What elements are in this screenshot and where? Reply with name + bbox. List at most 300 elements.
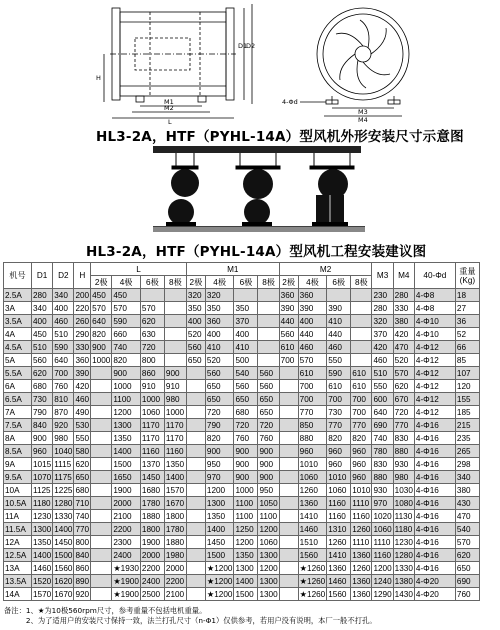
table-row bbox=[4, 406, 480, 419]
table-cell: 670 bbox=[393, 393, 414, 406]
table-cell: 3A bbox=[4, 302, 32, 315]
table-cell: ★1900 bbox=[113, 576, 139, 586]
table-cell: 1330 bbox=[54, 511, 73, 521]
table-cell: ★1260 bbox=[299, 589, 326, 599]
table-cell: ★1200 bbox=[206, 563, 233, 573]
table-cell: 440 bbox=[327, 328, 351, 341]
col-weight: 重量(Kg) bbox=[455, 263, 479, 289]
table-cell bbox=[258, 328, 279, 341]
table-cell: 1160 bbox=[140, 445, 164, 458]
table-cell: 510 bbox=[372, 367, 393, 380]
table-cell: 1100 bbox=[234, 497, 258, 510]
table-cell bbox=[279, 367, 298, 380]
table-cell: 1500 bbox=[205, 549, 234, 562]
table-cell: 280 bbox=[32, 289, 53, 302]
table-cell: 1160 bbox=[164, 445, 186, 458]
table-cell: 107 bbox=[455, 367, 479, 380]
table-cell: 1160 bbox=[372, 549, 393, 562]
table-cell: 1300 bbox=[205, 497, 234, 510]
table-cell: 410 bbox=[205, 341, 234, 354]
table-cell: 450 bbox=[32, 328, 53, 341]
table-row bbox=[4, 536, 480, 549]
table-cell: 4-Φ12 bbox=[414, 341, 455, 354]
note-line-1: 备注：1、★为10极560rpm尺寸，参考重量不包括电机重量。 bbox=[4, 606, 207, 615]
table-cell: 1125 bbox=[32, 484, 53, 497]
table-cell: 700 bbox=[327, 393, 351, 406]
table-cell: 900 bbox=[112, 367, 141, 380]
h-label: H bbox=[96, 74, 101, 82]
table-cell: 8.5A bbox=[4, 445, 32, 458]
table-cell: 4-Φ16 bbox=[414, 458, 455, 471]
table-cell: 4-Φ8 bbox=[414, 302, 455, 315]
table-cell: 1160 bbox=[327, 497, 351, 510]
table-cell bbox=[279, 523, 298, 536]
table-cell: 360 bbox=[205, 315, 234, 328]
table-cell: ★1260 bbox=[299, 563, 326, 573]
table-cell: 900 bbox=[258, 445, 279, 458]
table-cell: 215 bbox=[455, 419, 479, 432]
table-row bbox=[4, 510, 480, 523]
table-cell: 1060 bbox=[259, 537, 278, 547]
table-cell: 350 bbox=[186, 302, 205, 315]
fan-hanging-1 bbox=[171, 169, 199, 197]
table-cell: 430 bbox=[455, 497, 479, 510]
table-cell: 27 bbox=[455, 302, 479, 315]
table-cell: 720 bbox=[258, 419, 279, 432]
table-cell: 13A bbox=[4, 562, 32, 575]
table-cell: 7A bbox=[4, 406, 32, 419]
table-cell: 1060 bbox=[327, 484, 351, 497]
table-cell: 1200 bbox=[234, 536, 258, 549]
table-cell: 1560 bbox=[298, 549, 327, 562]
table-cell: 1450 bbox=[140, 471, 164, 484]
table-cell: 4-Φ12 bbox=[414, 393, 455, 406]
table-cell: 420 bbox=[393, 328, 414, 341]
table-cell: 370 bbox=[234, 315, 258, 328]
table-cell: 410 bbox=[234, 341, 258, 354]
table-cell: 680 bbox=[75, 485, 90, 495]
table-cell: 450 bbox=[112, 289, 141, 302]
table-cell: 810 bbox=[53, 393, 74, 406]
table-cell: 770 bbox=[351, 419, 372, 432]
table-cell: 640 bbox=[91, 315, 112, 328]
table-cell: 1010 bbox=[298, 458, 327, 471]
table-cell: 720 bbox=[234, 419, 258, 432]
table-cell bbox=[279, 510, 298, 523]
table-cell bbox=[140, 289, 164, 302]
table-cell bbox=[186, 367, 205, 380]
table-cell bbox=[279, 471, 298, 484]
table-cell bbox=[91, 445, 112, 458]
table-cell bbox=[351, 302, 372, 315]
table-cell bbox=[186, 575, 205, 588]
table-cell: 1100 bbox=[234, 510, 258, 523]
table-cell: 960 bbox=[351, 445, 372, 458]
table-cell: 1290 bbox=[373, 589, 392, 599]
table-cell: 980 bbox=[53, 432, 74, 445]
table-cell: 550 bbox=[372, 380, 393, 393]
table-row bbox=[4, 289, 480, 302]
table-cell: 1510 bbox=[298, 536, 327, 549]
ceiling-beam bbox=[153, 146, 361, 153]
floor-slab bbox=[153, 227, 365, 232]
table-cell: 4-Φ10 bbox=[414, 328, 455, 341]
table-cell: 800 bbox=[140, 354, 164, 367]
table-cell: 1670 bbox=[54, 589, 73, 599]
table-cell: 4-Φ16 bbox=[414, 432, 455, 445]
table-cell: 900 bbox=[91, 341, 112, 354]
table-cell: 3.5A bbox=[4, 315, 32, 328]
table-cell: 1460 bbox=[327, 575, 351, 588]
table-cell bbox=[164, 328, 186, 341]
table-cell bbox=[258, 341, 279, 354]
table-cell: 1350 bbox=[234, 549, 258, 562]
table-cell: 4-Φ16 bbox=[414, 523, 455, 536]
col-m1: M1 bbox=[186, 263, 279, 276]
table-cell: 340 bbox=[53, 289, 74, 302]
table-cell: 1400 bbox=[164, 471, 186, 484]
table-cell: 510 bbox=[53, 328, 74, 341]
floor-fans bbox=[166, 195, 348, 226]
table-row bbox=[4, 393, 480, 406]
table-cell: 570 bbox=[140, 302, 164, 315]
table-cell bbox=[164, 354, 186, 367]
table-cell: 4-Φ16 bbox=[414, 445, 455, 458]
table-cell: 700 bbox=[53, 367, 74, 380]
col-m2-4pole: 4极 bbox=[298, 276, 327, 289]
table-cell: 2000 bbox=[112, 497, 141, 510]
table-cell: 370 bbox=[372, 328, 393, 341]
table-cell: 1900 bbox=[140, 536, 164, 549]
table-cell bbox=[91, 406, 112, 419]
table-cell: 460 bbox=[327, 341, 351, 354]
table-cell: 400 bbox=[234, 328, 258, 341]
table-cell: 620 bbox=[455, 549, 479, 562]
table-cell bbox=[91, 393, 112, 406]
table-cell: 1620 bbox=[54, 576, 73, 586]
table-cell bbox=[91, 497, 112, 510]
fan-front-view bbox=[300, 8, 409, 116]
table-cell bbox=[351, 328, 372, 341]
table-cell bbox=[186, 523, 205, 536]
table-cell: 1360 bbox=[352, 576, 371, 586]
table-cell: 1240 bbox=[373, 576, 392, 586]
table-cell: 1160 bbox=[351, 510, 372, 523]
table-cell: 6.5A bbox=[4, 393, 32, 406]
table-cell: 1460 bbox=[33, 563, 52, 573]
table-cell: 900 bbox=[205, 445, 234, 458]
table-cell bbox=[186, 510, 205, 523]
table-cell: 10.5A bbox=[4, 497, 32, 510]
table-cell: 1010 bbox=[352, 485, 371, 495]
table-cell: 830 bbox=[372, 458, 393, 471]
table-cell: 880 bbox=[372, 471, 393, 484]
table-cell: 610 bbox=[351, 367, 372, 380]
table-cell: 690 bbox=[455, 575, 479, 588]
table-cell bbox=[279, 536, 298, 549]
table-cell bbox=[186, 393, 205, 406]
table-cell: 730 bbox=[327, 406, 351, 419]
table-cell: 470 bbox=[393, 341, 414, 354]
table-cell: 910 bbox=[164, 380, 186, 393]
table-cell: 570 bbox=[91, 302, 112, 315]
table-cell: 970 bbox=[372, 497, 393, 510]
fan-hanging-2 bbox=[243, 169, 273, 199]
table-cell: 185 bbox=[455, 406, 479, 419]
table-cell bbox=[91, 458, 112, 471]
table-cell: 840 bbox=[32, 419, 53, 432]
table-cell: 590 bbox=[112, 315, 141, 328]
fan-hanging-3 bbox=[318, 169, 348, 199]
table-cell: 14A bbox=[4, 588, 32, 601]
table-cell: 36 bbox=[455, 315, 479, 328]
table-cell: 1060 bbox=[298, 471, 327, 484]
m2-label: M2 bbox=[164, 104, 174, 112]
table-cell bbox=[186, 380, 205, 393]
table-cell: 4-Φ16 bbox=[414, 536, 455, 549]
table-cell bbox=[91, 510, 112, 523]
l-label: L bbox=[168, 118, 172, 126]
table-cell: 1520 bbox=[33, 576, 52, 586]
table-cell: 4-Φ20 bbox=[414, 588, 455, 601]
table-cell: 610 bbox=[327, 380, 351, 393]
table-cell: 1380 bbox=[394, 576, 413, 586]
table-cell: 1780 bbox=[164, 523, 186, 536]
table-cell: 1980 bbox=[164, 549, 186, 562]
table-cell: 410 bbox=[327, 315, 351, 328]
table-cell: 1800 bbox=[164, 510, 186, 523]
table-cell: 350 bbox=[234, 302, 258, 315]
table-cell: 610 bbox=[279, 341, 298, 354]
table-cell: 1000 bbox=[140, 393, 164, 406]
col-m4: M4 bbox=[393, 263, 414, 289]
table-cell: 760 bbox=[455, 588, 479, 601]
table-cell bbox=[258, 289, 279, 302]
col-m1-2pole: 2极 bbox=[186, 276, 205, 289]
col-model: 机号 bbox=[4, 263, 32, 289]
hanging-fans bbox=[172, 153, 354, 169]
table-cell: 1170 bbox=[164, 432, 186, 445]
m3-label: M3 bbox=[358, 108, 368, 116]
table-cell: 1000 bbox=[112, 380, 141, 393]
table-cell: 610 bbox=[298, 367, 327, 380]
table-cell: 4-Φ10 bbox=[414, 315, 455, 328]
table-cell: 265 bbox=[455, 445, 479, 458]
table-cell: 870 bbox=[53, 406, 74, 419]
table-cell: 4-Φ20 bbox=[414, 575, 455, 588]
table-cell: ★1900 bbox=[113, 589, 139, 599]
table-body bbox=[4, 289, 480, 601]
table-cell bbox=[186, 562, 205, 575]
table-cell: 1350 bbox=[205, 510, 234, 523]
table-cell: 1330 bbox=[394, 563, 413, 573]
table-cell: 350 bbox=[205, 302, 234, 315]
table-cell: 5A bbox=[4, 354, 32, 367]
table-cell: 550 bbox=[327, 354, 351, 367]
table-cell: 1650 bbox=[112, 471, 141, 484]
table-cell: 860 bbox=[75, 563, 90, 573]
table-cell: ★1260 bbox=[299, 576, 326, 586]
fan-side-view bbox=[104, 4, 252, 118]
table-cell: 790 bbox=[32, 406, 53, 419]
table-cell: 4-Φ16 bbox=[414, 419, 455, 432]
table-cell bbox=[186, 471, 205, 484]
col-d2: D2 bbox=[53, 263, 74, 289]
table-cell: 1100 bbox=[258, 510, 279, 523]
table-cell: 1130 bbox=[393, 510, 414, 523]
table-cell: 235 bbox=[455, 432, 479, 445]
table-cell: 690 bbox=[372, 419, 393, 432]
table-cell: 560 bbox=[234, 380, 258, 393]
table-cell: 950 bbox=[205, 458, 234, 471]
table-cell: 1250 bbox=[234, 523, 258, 536]
table-cell: 320 bbox=[372, 315, 393, 328]
table-cell: 280 bbox=[372, 302, 393, 315]
table-cell: 900 bbox=[234, 445, 258, 458]
col-l-8pole: 8极 bbox=[164, 276, 186, 289]
table-cell: 340 bbox=[32, 302, 53, 315]
table-cell: 570 bbox=[455, 536, 479, 549]
table-row bbox=[4, 497, 480, 510]
table-cell: 320 bbox=[205, 289, 234, 302]
table-cell: 1560 bbox=[54, 563, 73, 573]
table-row bbox=[4, 549, 480, 562]
col-l-2pole: 2极 bbox=[91, 276, 112, 289]
table-cell: 2400 bbox=[140, 575, 164, 588]
col-m2: M2 bbox=[279, 263, 372, 276]
table-cell: 850 bbox=[298, 419, 327, 432]
table-cell: 4-Φ16 bbox=[414, 510, 455, 523]
table-cell: 530 bbox=[75, 420, 90, 430]
table-cell: 2200 bbox=[112, 523, 141, 536]
table-cell: 1170 bbox=[140, 432, 164, 445]
table-cell bbox=[279, 575, 298, 588]
table-cell: 550 bbox=[75, 433, 90, 443]
table-cell: 960 bbox=[32, 445, 53, 458]
table-cell: 440 bbox=[298, 328, 327, 341]
table-cell: 4.5A bbox=[4, 341, 32, 354]
table-cell: 1110 bbox=[351, 536, 372, 549]
table-cell: 1400 bbox=[112, 445, 141, 458]
m4-label: M4 bbox=[358, 116, 368, 124]
table-cell: 930 bbox=[393, 458, 414, 471]
table-cell: 590 bbox=[327, 367, 351, 380]
table-cell: 980 bbox=[393, 471, 414, 484]
table-cell: 820 bbox=[327, 432, 351, 445]
table-cell: 1450 bbox=[54, 537, 73, 547]
table-cell bbox=[279, 484, 298, 497]
table-cell: 570 bbox=[298, 354, 327, 367]
table-cell: 1300 bbox=[234, 562, 258, 575]
col-m2-6pole: 6极 bbox=[327, 276, 351, 289]
table-cell: 9.5A bbox=[4, 471, 32, 484]
table-cell: 560 bbox=[258, 380, 279, 393]
installation-title: HL3-2A，HTF（PYHL-14A）型风机工程安装建议图 bbox=[86, 244, 427, 260]
table-cell: 960 bbox=[351, 471, 372, 484]
table-cell: 1200 bbox=[112, 406, 141, 419]
table-cell: 1100 bbox=[112, 393, 141, 406]
d1-label: D1 bbox=[238, 42, 248, 50]
table-cell bbox=[91, 549, 112, 562]
table-cell: 1500 bbox=[234, 588, 258, 601]
table-cell bbox=[279, 588, 298, 601]
table-cell: 1170 bbox=[164, 419, 186, 432]
table-cell bbox=[279, 445, 298, 458]
table-cell: 4-Φ12 bbox=[414, 354, 455, 367]
table-cell: 900 bbox=[258, 458, 279, 471]
table-cell: 650 bbox=[75, 472, 90, 482]
table-cell: 1000 bbox=[164, 406, 186, 419]
table-cell: 1300 bbox=[259, 589, 278, 599]
table-cell: 640 bbox=[372, 406, 393, 419]
table-cell: 920 bbox=[75, 589, 90, 599]
table-cell: 500 bbox=[234, 354, 258, 367]
table-cell: 1300 bbox=[112, 419, 141, 432]
table-cell bbox=[186, 419, 205, 432]
table-cell: ★1930 bbox=[113, 563, 139, 573]
table-cell: 360 bbox=[279, 289, 298, 302]
table-cell: 1280 bbox=[54, 498, 73, 508]
table-cell: 620 bbox=[393, 380, 414, 393]
table-cell bbox=[91, 380, 112, 393]
table-cell: 950 bbox=[258, 484, 279, 497]
table-cell: 460 bbox=[298, 341, 327, 354]
table-cell bbox=[279, 549, 298, 562]
outline-title: HL3-2A，HTF（PYHL-14A）型风机外形安装尺寸示意图 bbox=[96, 129, 464, 145]
table-cell: 11A bbox=[4, 510, 32, 523]
table-cell: 1410 bbox=[298, 510, 327, 523]
table-cell: 1880 bbox=[140, 510, 164, 523]
table-cell: 1020 bbox=[373, 511, 392, 521]
table-cell: 820 bbox=[112, 354, 141, 367]
table-cell bbox=[186, 497, 205, 510]
table-row bbox=[4, 432, 480, 445]
table-cell bbox=[351, 315, 372, 328]
table-cell: 220 bbox=[75, 303, 90, 313]
table-cell bbox=[164, 341, 186, 354]
table-cell: 560 bbox=[186, 341, 205, 354]
table-cell: 1260 bbox=[327, 536, 351, 549]
table-cell: 900 bbox=[234, 471, 258, 484]
table-cell bbox=[258, 354, 279, 367]
table-cell: 2000 bbox=[140, 549, 164, 562]
table-cell: 770 bbox=[327, 419, 351, 432]
table-cell: 680 bbox=[32, 380, 53, 393]
table-cell: 4-Φ12 bbox=[414, 406, 455, 419]
table-row bbox=[4, 328, 480, 341]
table-cell: 630 bbox=[140, 328, 164, 341]
table-cell: 1300 bbox=[259, 550, 278, 560]
table-cell: 650 bbox=[258, 406, 279, 419]
table-cell bbox=[91, 536, 112, 549]
table-cell: 1000 bbox=[234, 484, 258, 497]
table-cell bbox=[91, 562, 112, 575]
table-cell: 420 bbox=[372, 341, 393, 354]
table-cell: 860 bbox=[140, 367, 164, 380]
table-cell: 910 bbox=[140, 380, 164, 393]
table-cell: 620 bbox=[32, 367, 53, 380]
table-cell: 840 bbox=[75, 550, 90, 560]
table-cell bbox=[186, 536, 205, 549]
table-cell: 800 bbox=[75, 537, 90, 547]
table-cell bbox=[91, 575, 112, 588]
table-cell: 700 bbox=[351, 406, 372, 419]
table-cell: 4-Φ16 bbox=[414, 562, 455, 575]
table-cell: 1360 bbox=[298, 497, 327, 510]
table-cell: 540 bbox=[455, 523, 479, 536]
table-cell: 700 bbox=[351, 393, 372, 406]
d2-label: D2 bbox=[246, 42, 256, 50]
